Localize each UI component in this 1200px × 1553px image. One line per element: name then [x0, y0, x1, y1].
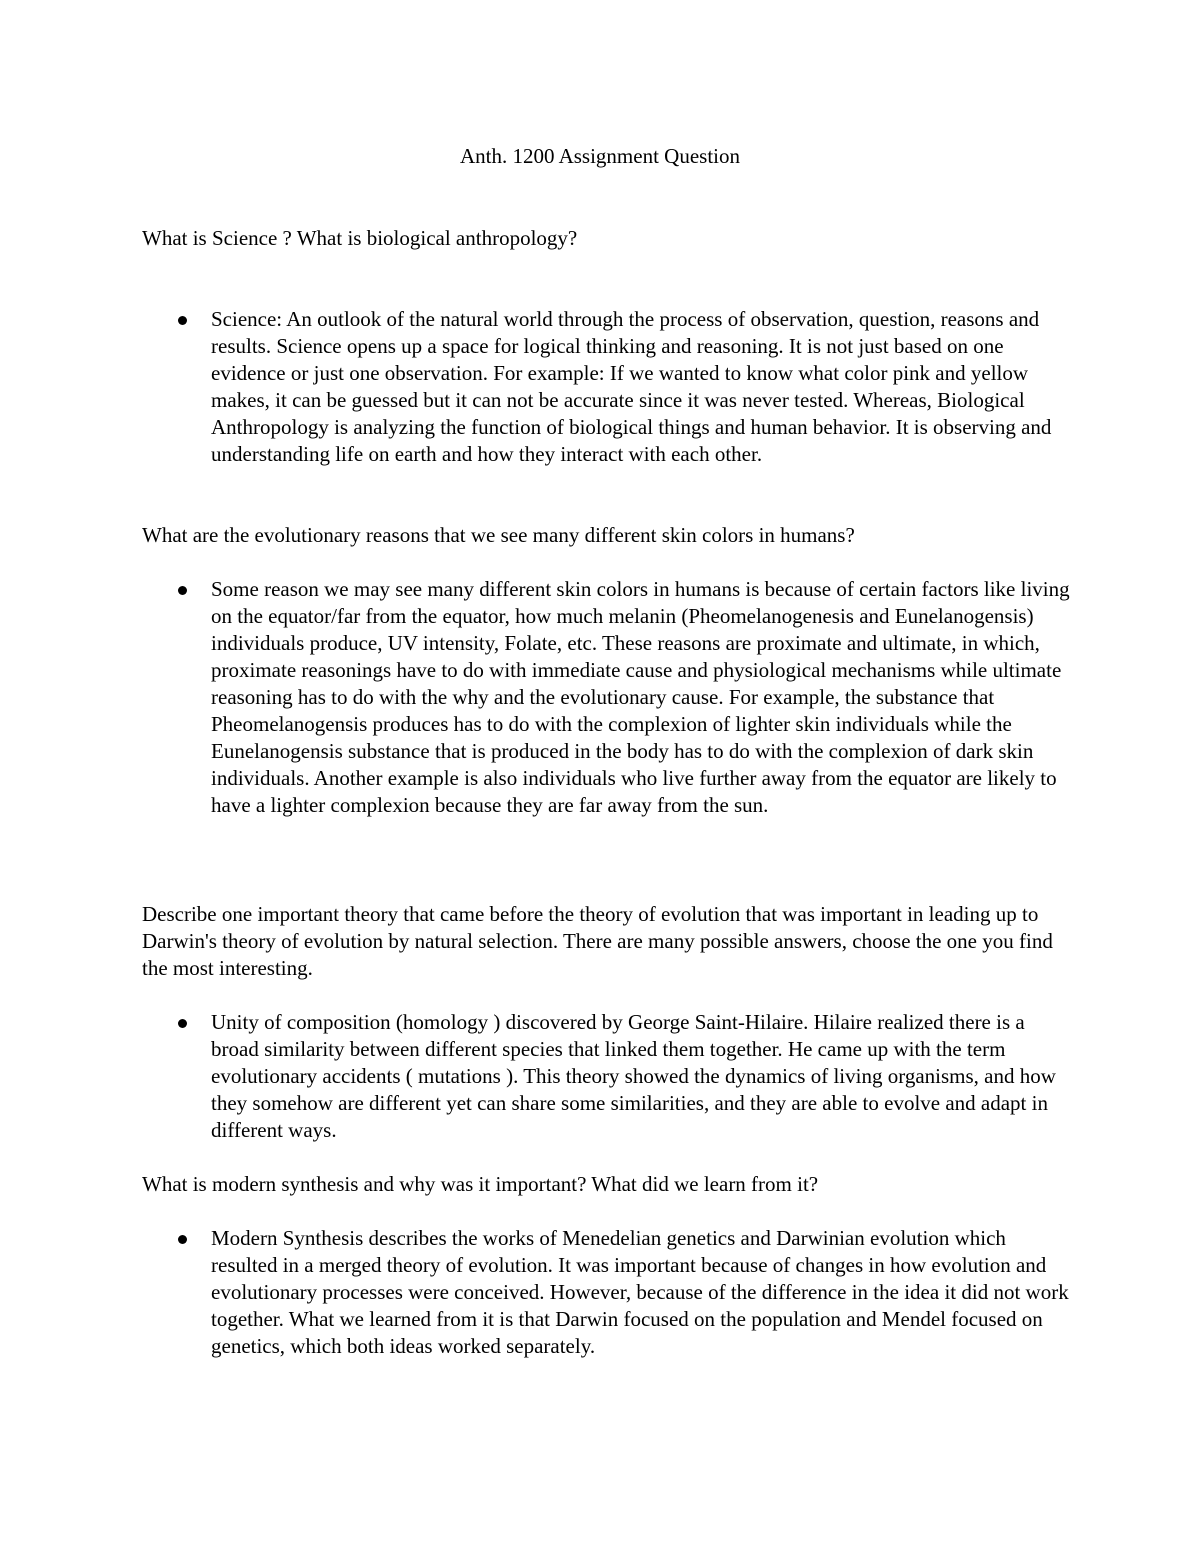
question-1: What is Science ? What is biological anthropology? — [142, 226, 578, 250]
bullet-icon — [178, 1019, 187, 1028]
answer-3: Unity of composition (homology ) discovered by George Saint-Hilaire. Hilaire realized there is a broad similarity between different species that linked them together. He came up with the term evolutionary accidents ( mutations ). This theory showed the dynamics of living organisms, and how they somehow are different yet can share some similarities, and they are able to evolve and adapt in different ways. — [211, 1010, 1056, 1142]
answer-4: Modern Synthesis describes the works of Menedelian genetics and Darwinian evolution which resulted in a merged theory of evolution. It was important because of changes in how evolution and evolutionary processes were conceived. However, because of the difference in the idea it did not work together. What we learned from it is that Darwin focused on the population and Mendel focused on genetics, which both ideas worked separately. — [211, 1226, 1069, 1358]
answer-1: Science: An outlook of the natural world through the process of observation, question, reasons and results. Science opens up a space for logical thinking and reasoning. It is not just based on one evidence or just one observation. For example: If we wanted to know what color pink and yellow makes, it can be guessed but it can not be accurate since it was never tested. Whereas, Biological Anthropology is analyzing the function of biological things and human behavior. It is observing and understanding life on earth and how they interact with each other. — [211, 307, 1052, 466]
question-3: Describe one important theory that came before the theory of evolution that was important in leading up to Darwin's theory of evolution by natural selection. There are many possible answers, choose the one you find the most interesting. — [142, 902, 1053, 980]
bullet-icon — [178, 586, 187, 595]
question-4: What is modern synthesis and why was it important? What did we learn from it? — [142, 1172, 819, 1196]
answer-2: Some reason we may see many different skin colors in humans is because of certain factors like living on the equator/far from the equator, how much melanin (Pheomelanogenesis and Eunelanogensis) individuals produce, UV intensity, Folate, etc. These reasons are proximate and ultimate, in which, proximate reasonings have to do with immediate cause and physiological mechanisms while ultimate reasoning has to do with the why and the evolutionary cause. For example, the substance that Pheomelanogensis produces has to do with the complexion of lighter skin individuals while the Eunelanogensis substance that is produced in the body has to do with the complexion of dark skin individuals. Another example is also individuals who live further away from the equator are likely to have a lighter complexion because they are far away from the sun. — [211, 577, 1070, 817]
bullet-icon — [178, 316, 187, 325]
question-2: What are the evolutionary reasons that we see many different skin colors in humans? — [142, 523, 855, 547]
document-title: Anth. 1200 Assignment Question — [459, 144, 740, 168]
bullet-icon — [178, 1235, 187, 1244]
